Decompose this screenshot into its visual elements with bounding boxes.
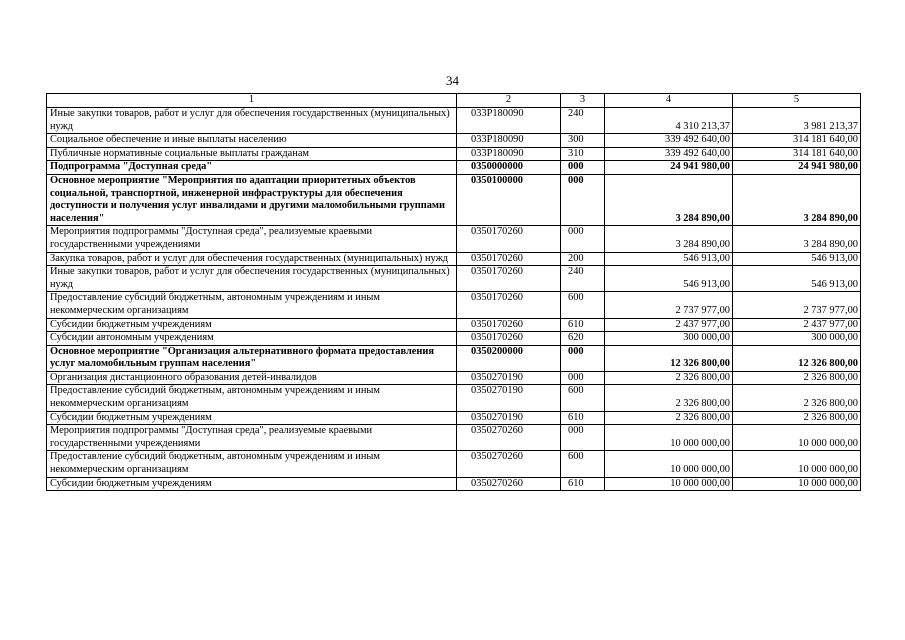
row-value-4-cell: 2 326 800,00 — [605, 385, 733, 411]
row-name-cell: Субсидии бюджетным учреждениям — [47, 411, 457, 425]
table-row — [47, 425, 861, 451]
row-value-4-cell: 12 326 800,00 — [605, 345, 733, 371]
row-name-cell: Закупка товаров, работ и услуг для обеспечения государственных (муниципальных) нужд — [47, 252, 457, 266]
table-row — [47, 411, 861, 425]
header-cell: 2 — [457, 94, 561, 108]
table-row — [47, 174, 861, 225]
row-value-5-cell: 10 000 000,00 — [733, 477, 861, 491]
row-code-cell: 033P180090 — [457, 134, 561, 148]
table-row — [47, 266, 861, 292]
row-type-cell: 600 — [561, 451, 605, 477]
budget-table — [46, 93, 861, 491]
row-type-cell: 600 — [561, 385, 605, 411]
row-value-4-cell: 300 000,00 — [605, 332, 733, 346]
table-header-row — [47, 94, 861, 108]
table-row — [47, 292, 861, 318]
row-value-4-cell: 2 326 800,00 — [605, 371, 733, 385]
row-code-cell: 0350270190 — [457, 371, 561, 385]
table-row — [47, 385, 861, 411]
table-row — [47, 345, 861, 371]
row-value-5-cell: 3 981 213,37 — [733, 108, 861, 134]
row-value-4-cell: 2 326 800,00 — [605, 411, 733, 425]
row-type-cell: 610 — [561, 318, 605, 332]
row-type-cell: 610 — [561, 411, 605, 425]
row-name-cell: Предоставление субсидий бюджетным, автономным учреждениям и иным некоммерческим организациям — [47, 292, 457, 318]
row-value-5-cell: 314 181 640,00 — [733, 147, 861, 161]
row-code-cell: 0350170260 — [457, 332, 561, 346]
header-cell: 3 — [561, 94, 605, 108]
row-value-4-cell: 2 737 977,00 — [605, 292, 733, 318]
row-value-5-cell: 546 913,00 — [733, 252, 861, 266]
row-name-cell: Иные закупки товаров, работ и услуг для обеспечения государственных (муниципальных) нужд — [47, 108, 457, 134]
row-value-4-cell: 10 000 000,00 — [605, 477, 733, 491]
row-name-cell: Субсидии бюджетным учреждениям — [47, 318, 457, 332]
row-value-4-cell: 2 437 977,00 — [605, 318, 733, 332]
row-name-cell: Иные закупки товаров, работ и услуг для обеспечения государственных (муниципальных) нужд — [47, 266, 457, 292]
row-code-cell: 0350270260 — [457, 425, 561, 451]
table-row — [47, 371, 861, 385]
row-code-cell: 033P180090 — [457, 108, 561, 134]
row-code-cell: 0350270190 — [457, 411, 561, 425]
table-row — [47, 134, 861, 148]
row-type-cell: 200 — [561, 252, 605, 266]
row-value-4-cell: 339 492 640,00 — [605, 134, 733, 148]
table-row — [47, 252, 861, 266]
row-name-cell: Предоставление субсидий бюджетным, автономным учреждениям и иным некоммерческим организациям — [47, 451, 457, 477]
row-value-5-cell: 2 326 800,00 — [733, 371, 861, 385]
row-value-5-cell: 2 326 800,00 — [733, 385, 861, 411]
row-value-5-cell: 3 284 890,00 — [733, 226, 861, 252]
row-value-5-cell: 300 000,00 — [733, 332, 861, 346]
row-type-cell: 000 — [561, 425, 605, 451]
row-code-cell: 0350270260 — [457, 451, 561, 477]
row-code-cell: 0350170260 — [457, 252, 561, 266]
row-type-cell: 620 — [561, 332, 605, 346]
row-name-cell: Предоставление субсидий бюджетным, автономным учреждениям и иным некоммерческим организациям — [47, 385, 457, 411]
header-cell: 4 — [605, 94, 733, 108]
row-name-cell: Мероприятия подпрограммы "Доступная среда", реализуемые краевыми государственными учреждениями — [47, 425, 457, 451]
row-type-cell: 310 — [561, 147, 605, 161]
row-type-cell: 240 — [561, 108, 605, 134]
row-code-cell: 0350200000 — [457, 345, 561, 371]
row-name-cell: Социальное обеспечение и иные выплаты населению — [47, 134, 457, 148]
row-code-cell: 0350170260 — [457, 318, 561, 332]
row-value-5-cell: 12 326 800,00 — [733, 345, 861, 371]
row-value-4-cell: 10 000 000,00 — [605, 425, 733, 451]
row-name-cell: Основное мероприятие "Организация альтернативного формата предоставления услуг маломобильным группам населения" — [47, 345, 457, 371]
row-type-cell: 000 — [561, 174, 605, 225]
row-type-cell: 000 — [561, 161, 605, 175]
row-type-cell: 610 — [561, 477, 605, 491]
row-value-4-cell: 4 310 213,37 — [605, 108, 733, 134]
row-value-5-cell: 2 437 977,00 — [733, 318, 861, 332]
row-type-cell: 240 — [561, 266, 605, 292]
row-name-cell: Подпрограмма "Доступная среда" — [47, 161, 457, 175]
row-code-cell: 033P180090 — [457, 147, 561, 161]
header-cell: 1 — [47, 94, 457, 108]
row-code-cell: 0350100000 — [457, 174, 561, 225]
row-value-4-cell: 546 913,00 — [605, 266, 733, 292]
table-row — [47, 451, 861, 477]
table-row — [47, 226, 861, 252]
table-row — [47, 161, 861, 175]
row-type-cell: 600 — [561, 292, 605, 318]
row-name-cell: Субсидии автономным учреждениям — [47, 332, 457, 346]
row-value-5-cell: 10 000 000,00 — [733, 425, 861, 451]
row-type-cell: 000 — [561, 226, 605, 252]
row-value-5-cell: 3 284 890,00 — [733, 174, 861, 225]
row-name-cell: Публичные нормативные социальные выплаты гражданам — [47, 147, 457, 161]
row-value-5-cell: 314 181 640,00 — [733, 134, 861, 148]
table-row — [47, 332, 861, 346]
row-type-cell: 300 — [561, 134, 605, 148]
row-value-5-cell: 2 326 800,00 — [733, 411, 861, 425]
header-cell: 5 — [733, 94, 861, 108]
row-code-cell: 0350170260 — [457, 292, 561, 318]
row-code-cell: 0350270260 — [457, 477, 561, 491]
row-value-4-cell: 546 913,00 — [605, 252, 733, 266]
row-code-cell: 0350270190 — [457, 385, 561, 411]
table-row — [47, 108, 861, 134]
table-row — [47, 147, 861, 161]
row-name-cell: Субсидии бюджетным учреждениям — [47, 477, 457, 491]
row-name-cell: Организация дистанционного образования детей-инвалидов — [47, 371, 457, 385]
row-name-cell: Мероприятия подпрограммы "Доступная среда", реализуемые краевыми государственными учреждениями — [47, 226, 457, 252]
row-code-cell: 0350170260 — [457, 226, 561, 252]
row-value-5-cell: 24 941 980,00 — [733, 161, 861, 175]
row-value-5-cell: 10 000 000,00 — [733, 451, 861, 477]
table-row — [47, 477, 861, 491]
row-type-cell: 000 — [561, 345, 605, 371]
table-row — [47, 318, 861, 332]
row-value-4-cell: 3 284 890,00 — [605, 226, 733, 252]
row-value-4-cell: 24 941 980,00 — [605, 161, 733, 175]
row-name-cell: Основное мероприятие "Мероприятия по адаптации приоритетных объектов социальной, транспортной, инженерной инфраструктуры для обеспечения доступности и получения услуг инвалидами и другими маломобильными группами населения" — [47, 174, 457, 225]
row-value-5-cell: 546 913,00 — [733, 266, 861, 292]
row-value-4-cell: 10 000 000,00 — [605, 451, 733, 477]
page-number: 34 — [446, 73, 459, 88]
row-value-4-cell: 3 284 890,00 — [605, 174, 733, 225]
row-code-cell: 0350000000 — [457, 161, 561, 175]
row-type-cell: 000 — [561, 371, 605, 385]
row-value-5-cell: 2 737 977,00 — [733, 292, 861, 318]
row-value-4-cell: 339 492 640,00 — [605, 147, 733, 161]
row-code-cell: 0350170260 — [457, 266, 561, 292]
